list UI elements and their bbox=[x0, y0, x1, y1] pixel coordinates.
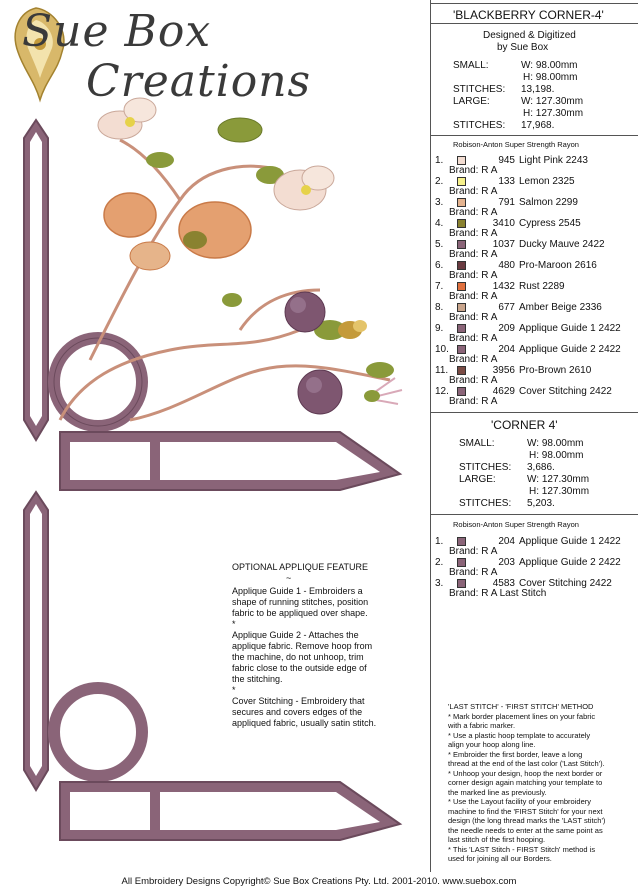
applique-star: * bbox=[232, 685, 236, 695]
color-code: 480 bbox=[498, 260, 515, 271]
color-number: 3. bbox=[435, 578, 444, 589]
small-stitches: 3,686. bbox=[527, 462, 555, 473]
large-stitches: 17,968. bbox=[521, 120, 555, 131]
color-brand: Brand: R A bbox=[449, 354, 498, 365]
color-code: 4583 bbox=[492, 578, 515, 589]
cover-line: secures and covers edges of the bbox=[232, 707, 363, 717]
designed-by-line1: Designed & Digitized bbox=[483, 30, 576, 41]
color-name: Cover Stitching 2422 bbox=[519, 386, 612, 397]
color-code: 945 bbox=[498, 155, 515, 166]
small-height: H: 98.00mm bbox=[529, 450, 584, 461]
large-width: W: 127.30mm bbox=[521, 96, 584, 107]
guide2-line: applique fabric. Remove hoop from bbox=[232, 641, 373, 651]
color-code: 3956 bbox=[492, 365, 515, 376]
color-brand: Brand: R A bbox=[449, 291, 498, 302]
large-label: LARGE: bbox=[459, 474, 496, 485]
method-line: corner design again matching your template to bbox=[448, 778, 603, 787]
color-swatch bbox=[457, 219, 466, 228]
color-code: 133 bbox=[498, 176, 515, 187]
color-swatch bbox=[457, 261, 466, 270]
color-number: 2. bbox=[435, 557, 444, 568]
color-swatch bbox=[457, 387, 466, 396]
color-number: 4. bbox=[435, 218, 444, 229]
method-line: * Mark border placement lines on your fabric bbox=[448, 711, 596, 721]
blackberry-flower-icon bbox=[298, 370, 342, 414]
color-swatch bbox=[457, 198, 466, 207]
leaves bbox=[104, 118, 394, 378]
small-label: SMALL: bbox=[459, 438, 495, 449]
divider bbox=[431, 23, 638, 24]
guide2-line: Applique Guide 2 - Attaches the bbox=[232, 630, 359, 640]
color-swatch bbox=[457, 558, 466, 567]
color-name: Applique Guide 1 2422 bbox=[519, 536, 621, 547]
color-code: 203 bbox=[498, 557, 515, 568]
method-line: * Unhoop your design, hoop the next border or bbox=[448, 768, 603, 778]
color-name: Lemon 2325 bbox=[519, 176, 575, 187]
color-number: 11. bbox=[435, 365, 449, 376]
small-stitches: 13,198. bbox=[521, 84, 555, 95]
applique-heading: OPTIONAL APPLIQUE FEATURE bbox=[232, 562, 369, 572]
applique-star: * bbox=[232, 619, 236, 629]
color-number: 6. bbox=[435, 260, 444, 271]
color-number: 12. bbox=[435, 386, 449, 397]
method-line: * This 'LAST Stitch - FIRST Stitch' method is bbox=[448, 844, 596, 854]
method-line: 'LAST STITCH' - 'FIRST STITCH' METHOD bbox=[448, 702, 594, 711]
cover-line: appliqued fabric, usually satin stitch. bbox=[232, 718, 377, 728]
method-line: * Use the Layout facility of your embroidery bbox=[448, 797, 591, 806]
color-brand: Brand: R A bbox=[449, 396, 498, 407]
color-name: Cover Stitching 2422 bbox=[519, 578, 612, 589]
color-swatch bbox=[457, 303, 466, 312]
guide1-line: fabric to be appliqued over shape. bbox=[232, 608, 368, 618]
logo-text-sue-box: Sue Box bbox=[22, 6, 212, 57]
small-height: H: 98.00mm bbox=[523, 72, 578, 83]
stitches-label: STITCHES: bbox=[453, 84, 506, 95]
divider bbox=[431, 514, 638, 515]
method-line: last stitch of the first hooping. bbox=[448, 835, 546, 844]
color-name: Ducky Mauve 2422 bbox=[519, 239, 605, 250]
color-swatch bbox=[457, 324, 466, 333]
thread-brand: Robison-Anton Super Strength Rayon bbox=[453, 520, 579, 529]
color-code: 204 bbox=[498, 536, 515, 547]
stitches-label: STITCHES: bbox=[453, 120, 506, 131]
divider bbox=[431, 412, 638, 413]
bud-icon bbox=[338, 320, 367, 339]
color-name: Applique Guide 2 2422 bbox=[519, 557, 621, 568]
color-number: 9. bbox=[435, 323, 444, 334]
method-line: the marked line as previously. bbox=[448, 787, 547, 797]
cover-line: Cover Stitching - Embroidery that bbox=[232, 696, 365, 706]
color-brand: Brand: R A bbox=[449, 207, 498, 218]
stitches-label: STITCHES: bbox=[459, 498, 512, 509]
color-name: Pro-Brown 2610 bbox=[519, 365, 592, 376]
method-line: thread at the end of the last color ('Last Stitch'). bbox=[448, 759, 605, 768]
color-swatch bbox=[457, 537, 466, 546]
color-brand: Brand: R A bbox=[449, 186, 498, 197]
thread-brand: Robison-Anton Super Strength Rayon bbox=[453, 140, 579, 149]
color-code: 204 bbox=[498, 344, 515, 355]
color-number: 2. bbox=[435, 176, 444, 187]
method-line: * Embroider the first border, leave a long bbox=[448, 749, 583, 759]
applique-tilde: ~ bbox=[286, 573, 292, 583]
color-swatch bbox=[457, 282, 466, 291]
divider bbox=[431, 3, 638, 4]
copyright-footer: All Embroidery Designs Copyright© Sue Box Creations Pty. Ltd. 2001-2010. www.suebox.com bbox=[121, 876, 517, 887]
guide2-line: the machine, do not unhoop, trim bbox=[232, 652, 364, 662]
method-line: align your hoop along line. bbox=[448, 740, 536, 749]
color-brand: Brand: R A bbox=[449, 165, 498, 176]
color-number: 1. bbox=[435, 536, 444, 547]
color-swatch bbox=[457, 366, 466, 375]
last-stitch-method bbox=[448, 702, 636, 864]
color-swatch bbox=[457, 156, 466, 165]
color-code: 791 bbox=[498, 197, 515, 208]
method-line: used for joining all our Borders. bbox=[448, 854, 552, 863]
color-brand: Brand: R A bbox=[449, 228, 498, 239]
guide1-line: shape of running stitches, position bbox=[232, 597, 369, 607]
large-width: W: 127.30mm bbox=[527, 474, 590, 485]
color-name: Amber Beige 2336 bbox=[519, 302, 602, 313]
guide2-line: fabric close to the outside edge of bbox=[232, 663, 367, 673]
divider bbox=[431, 135, 638, 136]
color-name: Cypress 2545 bbox=[519, 218, 581, 229]
color-code: 677 bbox=[498, 302, 515, 313]
method-line: the needle needs to enter at the same point as bbox=[448, 825, 603, 835]
small-width: W: 98.00mm bbox=[527, 438, 584, 449]
method-line: design (the long thread marks the 'LAST stitch') bbox=[448, 816, 606, 825]
guide2-line: the stitching. bbox=[232, 674, 283, 684]
vine-branches bbox=[60, 140, 390, 420]
designed-by-line2: by Sue Box bbox=[497, 42, 549, 53]
color-code: 3410 bbox=[492, 218, 515, 229]
color-number: 7. bbox=[435, 281, 444, 292]
color-swatch bbox=[457, 240, 466, 249]
color-swatch bbox=[457, 177, 466, 186]
color-code: 4629 bbox=[492, 386, 515, 397]
logo-text-creations: Creations bbox=[86, 56, 312, 107]
color-number: 1. bbox=[435, 155, 444, 166]
color-code: 209 bbox=[498, 323, 515, 334]
design2-title: 'CORNER 4' bbox=[491, 418, 558, 432]
large-height: H: 127.30mm bbox=[529, 486, 590, 497]
color-number: 8. bbox=[435, 302, 444, 313]
color-code: 1037 bbox=[492, 239, 515, 250]
small-label: SMALL: bbox=[453, 60, 489, 71]
color-number: 10. bbox=[435, 344, 449, 355]
color-name: Applique Guide 1 2422 bbox=[519, 323, 621, 334]
small-width: W: 98.00mm bbox=[521, 60, 578, 71]
guide1-line: Applique Guide 1 - Embroiders a bbox=[232, 586, 363, 596]
method-line: * Use a plastic hoop template to accurately bbox=[448, 730, 591, 740]
method-line: machine to find the 'FIRST Stitch' for your next bbox=[448, 806, 603, 816]
color-brand: Brand: R A Last Stitch bbox=[449, 588, 547, 599]
color-brand: Brand: R A bbox=[449, 375, 498, 386]
color-number: 5. bbox=[435, 239, 444, 250]
color-brand: Brand: R A bbox=[449, 312, 498, 323]
large-stitches: 5,203. bbox=[527, 498, 555, 509]
column-divider bbox=[430, 0, 431, 872]
color-swatch bbox=[457, 345, 466, 354]
large-height: H: 127.30mm bbox=[523, 108, 584, 119]
method-line: with a fabric marker. bbox=[448, 721, 516, 730]
color-name: Pro-Maroon 2616 bbox=[519, 260, 597, 271]
design1-title: 'BLACKBERRY CORNER-4' bbox=[453, 8, 604, 22]
color-brand: Brand: R A bbox=[449, 567, 498, 578]
color-number: 3. bbox=[435, 197, 444, 208]
color-brand: Brand: R A bbox=[449, 546, 498, 557]
color-brand: Brand: R A bbox=[449, 270, 498, 281]
thistle-flower-icon bbox=[364, 378, 402, 404]
color-name: Applique Guide 2 2422 bbox=[519, 344, 621, 355]
blackberry-flower-icon bbox=[285, 292, 325, 332]
stitches-label: STITCHES: bbox=[459, 462, 512, 473]
color-brand: Brand: R A bbox=[449, 249, 498, 260]
color-name: Rust 2289 bbox=[519, 281, 565, 292]
color-name: Salmon 2299 bbox=[519, 197, 578, 208]
color-brand: Brand: R A bbox=[449, 333, 498, 344]
applique-notes bbox=[232, 562, 422, 729]
color-name: Light Pink 2243 bbox=[519, 155, 588, 166]
large-label: LARGE: bbox=[453, 96, 490, 107]
color-swatch bbox=[457, 579, 466, 588]
color-code: 1432 bbox=[492, 281, 515, 292]
